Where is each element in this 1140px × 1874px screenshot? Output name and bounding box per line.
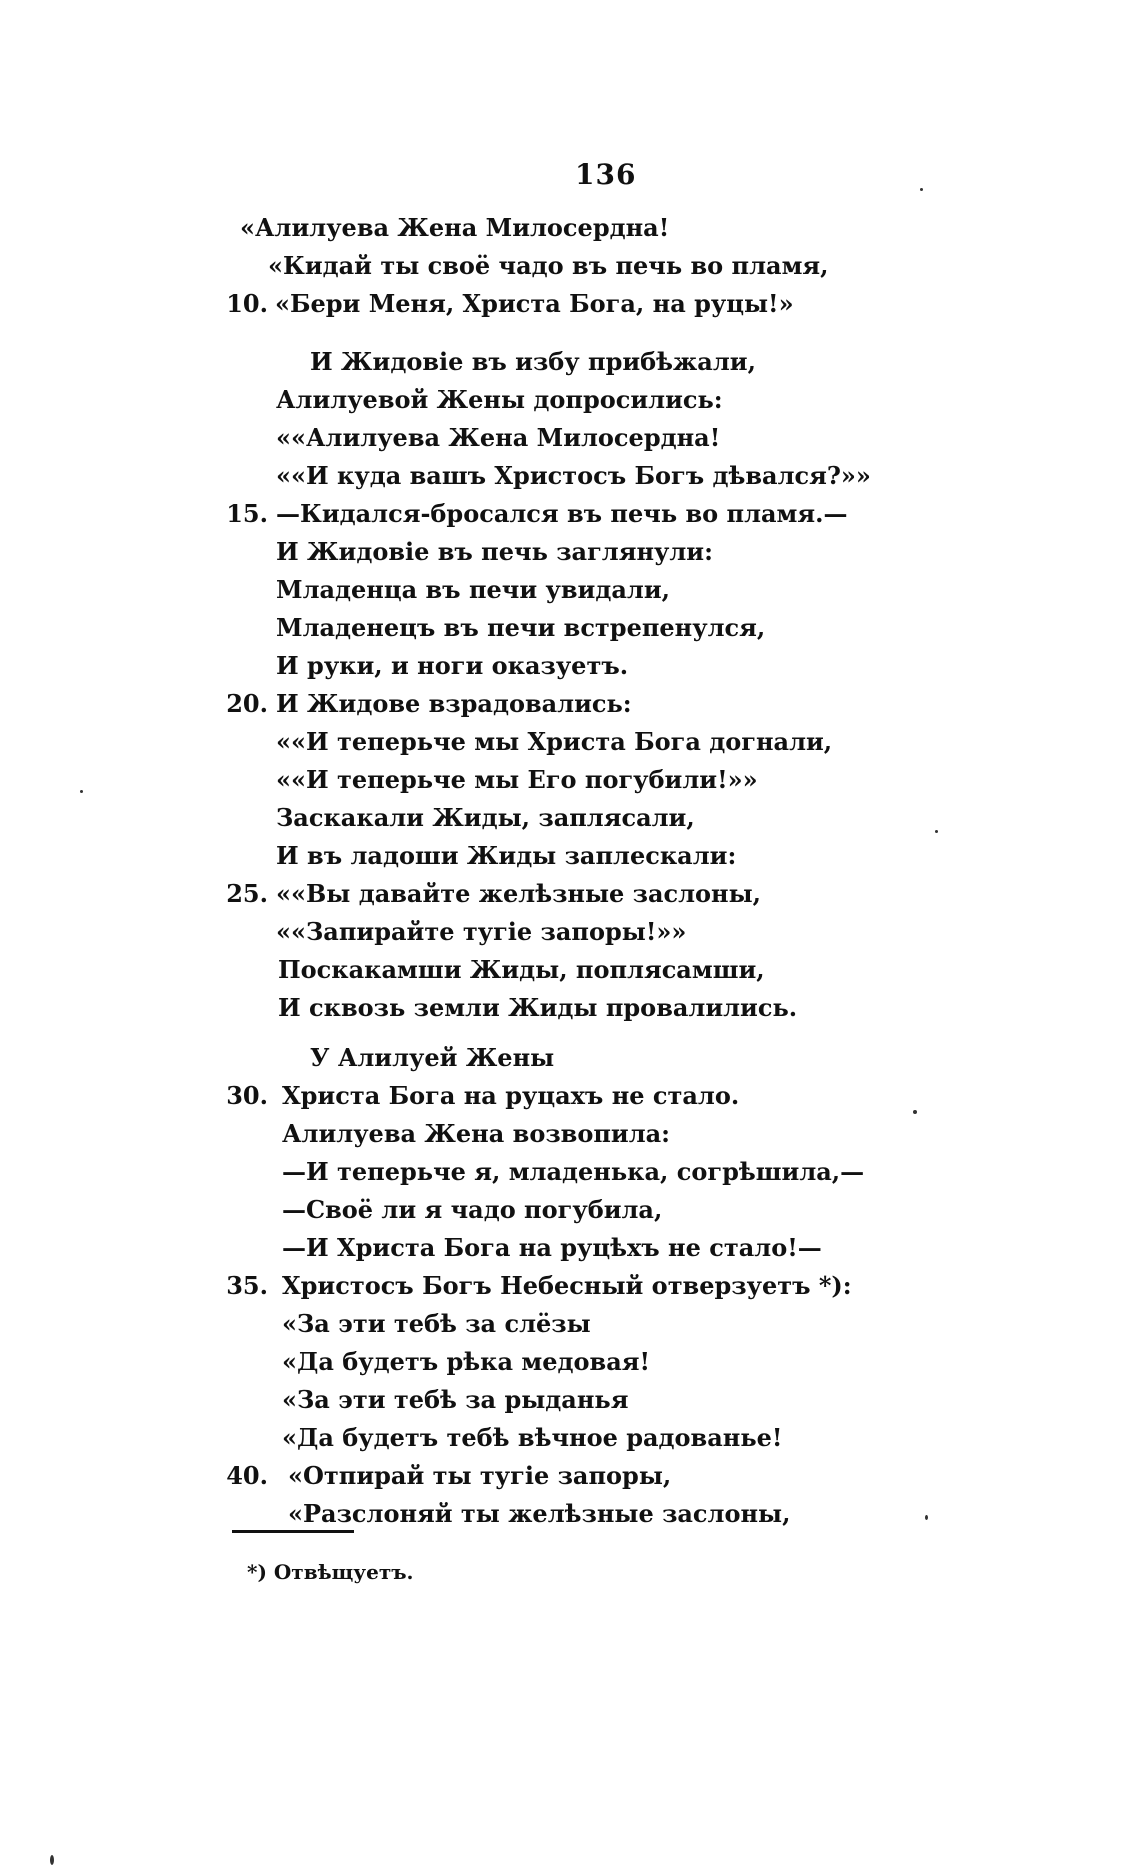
poem-line — [0, 610, 1140, 646]
poem-line — [0, 762, 1140, 798]
poem-line — [0, 1116, 1140, 1152]
line-text: Христосъ Богъ Небесный отверзуетъ *): — [282, 1271, 852, 1300]
line-number: 15. — [226, 499, 268, 528]
line-text: «Отпирай ты тугіе запоры, — [288, 1461, 672, 1490]
line-text: «Бери Меня, Христа Бога, на руцы!» — [275, 289, 794, 318]
line-number: 30. — [226, 1081, 268, 1110]
poem-line — [0, 1230, 1140, 1266]
poem-line — [0, 1268, 1140, 1304]
poem-line — [0, 648, 1140, 684]
scan-speck — [913, 1110, 917, 1114]
poem-line — [0, 1496, 1140, 1532]
poem-line — [0, 724, 1140, 760]
line-text: —Своё ли я чадо погубила, — [282, 1195, 663, 1224]
poem-line — [0, 1154, 1140, 1190]
line-text: И въ ладоши Жиды заплескали: — [276, 841, 737, 870]
poem-line — [0, 1458, 1140, 1494]
page-number: 136 — [575, 158, 637, 191]
line-text: «Да будетъ рѣка медовая! — [282, 1347, 651, 1376]
line-text: ««И куда вашъ Христосъ Богъ дѣвался?»» — [276, 461, 871, 490]
poem-line — [0, 572, 1140, 608]
poem-line — [0, 420, 1140, 456]
poem-line — [0, 382, 1140, 418]
poem-line — [0, 1344, 1140, 1380]
line-text: И руки, и ноги оказуетъ. — [276, 651, 629, 680]
line-text: Младенца въ печи увидали, — [276, 575, 670, 604]
poem-line — [0, 286, 1140, 322]
line-text: ««И теперьче мы Христа Бога догнали, — [276, 727, 833, 756]
poem-line — [0, 1306, 1140, 1342]
line-text: ««Запирайте тугіе запоры!»» — [276, 917, 687, 946]
poem-line — [0, 876, 1140, 912]
line-text: И сквозь земли Жиды провалились. — [278, 993, 798, 1022]
line-text: Заскакали Жиды, заплясали, — [276, 803, 695, 832]
line-text: И Жидове взрадовались: — [276, 689, 632, 718]
line-text: ««И теперьче мы Его погубили!»» — [276, 765, 758, 794]
line-text: Христа Бога на руцахъ не стало. — [282, 1081, 740, 1110]
scan-speck — [80, 790, 83, 793]
footnote-rule — [232, 1530, 354, 1533]
line-number: 10. — [226, 289, 268, 318]
line-number: 35. — [226, 1271, 268, 1300]
line-text: И Жидовіе въ избу прибѣжали, — [310, 347, 756, 376]
poem-line — [0, 496, 1140, 532]
poem-line — [0, 952, 1140, 988]
line-text: Младенецъ въ печи встрепенулся, — [276, 613, 766, 642]
line-text: Алилуевой Жены допросились: — [276, 385, 723, 414]
poem-line — [0, 458, 1140, 494]
line-text: «Разслоняй ты желѣзные заслоны, — [288, 1499, 791, 1528]
line-text: Алилуева Жена возвопила: — [282, 1119, 671, 1148]
scan-speck — [920, 188, 923, 191]
line-text: Поскакамши Жиды, поплясамши, — [278, 955, 765, 984]
line-text: «За эти тебѣ за рыданья — [282, 1385, 629, 1414]
scan-speck — [935, 830, 938, 833]
scan-speck — [925, 1515, 928, 1520]
poem-line — [0, 1040, 1140, 1076]
line-text: ««Вы давайте желѣзные заслоны, — [276, 879, 762, 908]
line-text: У Алилуей Жены — [310, 1043, 555, 1072]
poem-line — [0, 800, 1140, 836]
line-text: —Кидался-бросался въ печь во пламя.— — [276, 499, 848, 528]
line-text: И Жидовіе въ печь заглянули: — [276, 537, 713, 566]
poem-line — [0, 914, 1140, 950]
line-text: «Да будетъ тебѣ вѣчное радованье! — [282, 1423, 783, 1452]
poem-line — [0, 210, 1140, 246]
poem-line — [0, 1192, 1140, 1228]
poem-line — [0, 838, 1140, 874]
line-text: «За эти тебѣ за слёзы — [282, 1309, 591, 1338]
line-text: —И теперьче я, младенька, согрѣшила,— — [282, 1157, 865, 1186]
line-text: ««Алилуева Жена Милосердна! — [276, 423, 721, 452]
line-text: «Кидай ты своё чадо въ печь во пламя, — [268, 251, 829, 280]
poem-line — [0, 686, 1140, 722]
line-number: 40. — [226, 1461, 268, 1490]
poem-line — [0, 1078, 1140, 1114]
poem-line — [0, 344, 1140, 380]
poem-line — [0, 990, 1140, 1026]
line-text: «Алилуева Жена Милосердна! — [240, 213, 670, 242]
poem-line — [0, 534, 1140, 570]
line-text: —И Христа Бога на руцѣхъ не стало!— — [282, 1233, 822, 1262]
poem-line — [0, 1382, 1140, 1418]
poem-line — [0, 248, 1140, 284]
line-number: 20. — [226, 689, 268, 718]
footnote: *) Отвѣщуетъ. — [247, 1560, 414, 1584]
line-number: 25. — [226, 879, 268, 908]
scan-speck — [50, 1855, 54, 1865]
poem-line — [0, 1420, 1140, 1456]
